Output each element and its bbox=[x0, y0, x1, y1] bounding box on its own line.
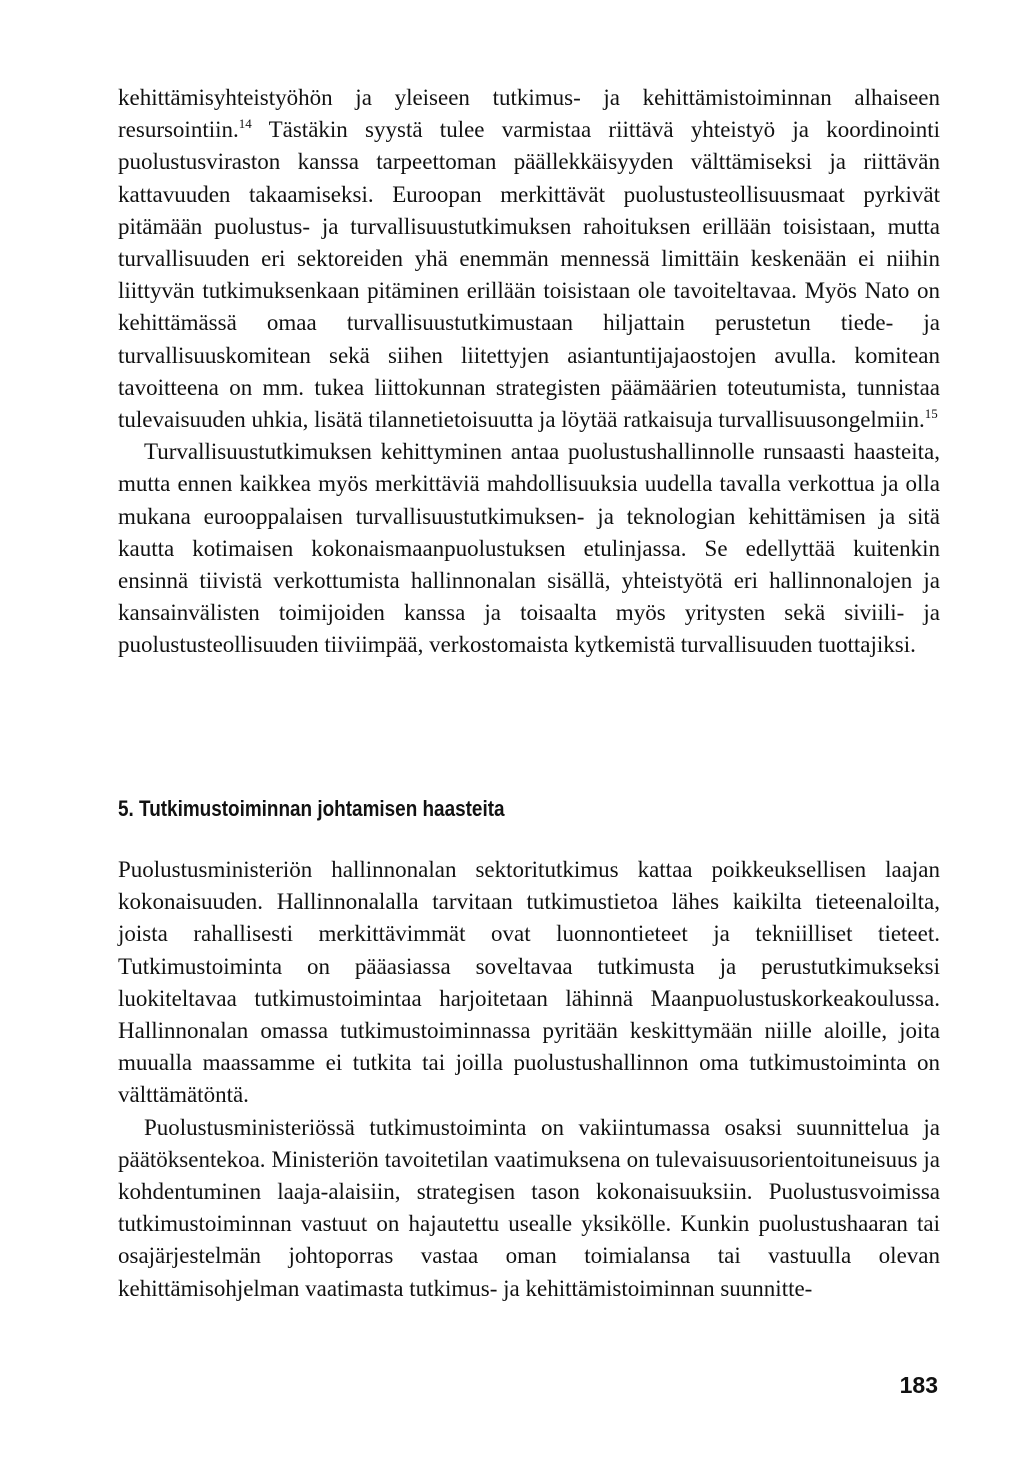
upper-text-block bbox=[118, 82, 940, 662]
body-paragraph: Puolustusministeriön hallinnonalan sektoritutkimus kattaa poikkeuksellisen laajan kokonaisuuden. Hallinnonalalla tarvitaan tutkimustietoa lähes kaikilta tieteenaloilta, joista rahallisesti merkittävimmät ovat luonnontieteet ja tekniilliset tieteet. Tutkimustoiminta on pääasiassa soveltavaa tutkimusta ja perustutkimukseksi luokiteltavaa tutkimustoimintaa harjoitetaan lähinnä Maanpuolustuskorkeakoulussa. Hallinnonalan omassa tutkimustoiminnassa pyritään keskittymään niille aloille, joita muualla maassamme ei tutkita tai joilla puolustushallinnon oma tutkimustoiminta on välttämätöntä. bbox=[118, 857, 940, 1108]
page-number: 183 bbox=[899, 1372, 938, 1398]
paragraph-text: kehittämisyhteistyöhön ja yleiseen tutkimus- ja kehittämistoiminnan alhaiseen resursointiin. bbox=[118, 85, 940, 143]
body-paragraph bbox=[118, 82, 940, 436]
body-paragraph: Turvallisuustutkimuksen kehittyminen antaa puolustushallinnolle runsaasti haasteita, mutta ennen kaikkea myös merkittäviä mahdollisuuksia uudella tavalla verkottua ja olla mukana eurooppalaisen turvallisuustutkimuksen- ja teknologian kehittämisen ja sitä kautta kotimaisen kokonaismaanpuolustuksen etulinjassa. Se edellyttää kuitenkin ensinnä tiivistä verkottumista hallinnonalan sisällä, yhteistyötä eri hallinnonalojen ja kansainvälisten toimijoiden kanssa ja toisaalta myös yritysten sekä siviili- ja puolustusteollisuuden tiiviimpää, verkostomaista kytkemistä turvallisuuden tuottajiksi. bbox=[118, 439, 940, 658]
paragraph-text: Tästäkin syystä tulee varmistaa riittävä yhteistyö ja koordinointi puolustusviraston kanssa tarpeettoman päällekkäisyyden välttämiseksi ja riittävän kattavuuden takaamiseksi. Euroopan merkittävät puolustusteollisuusmaat pyrkivät pitämään puolustus- ja turvallisuustutkimuksen rahoituksen erillään toisistaan, mutta turvallisuuden eri sektoreiden yhä enemmän mennessä limittäin keskenään ei niihin liittyvän tutkimuksenkaan pitäminen erillään toisistaan ole tavoiteltavaa. Myös Nato on kehittämässä omaa turvallisuustutkimustaan hiljattain perustetun tiede- ja turvallisuuskomitean sekä siihen liitettyjen asiantuntijajaostojen avulla. komitean tavoitteena on mm. tukea liittokunnan strategisten päämäärien toteutumista, tunnistaa tulevaisuuden uhkia, lisätä tilannetietoisuutta ja löytää ratkaisuja turvallisuusongelmiin. bbox=[118, 117, 940, 433]
footnote-marker: 15 bbox=[924, 406, 938, 422]
body-paragraph: Puolustusministeriössä tutkimustoiminta on vakiintumassa osaksi suunnittelua ja päätöksentekoa. Ministeriön tavoitetilan vaatimuksena on tulevaisuusorientoituneisuus ja kohdentuminen laaja-alaisiin, strategisen tason kokonaisuuksiin. Puolustusvoimissa tutkimustoiminnan vastuut on hajautettu usealle yksikölle. Kunkin puolustushaaran tai osajärjestelmän johtoporras vastaa oman toimialansa tai vastuulla olevan kehittämisohjelman vaatimasta tutkimus- ja kehittämistoiminnan suunnitte- bbox=[118, 1114, 940, 1301]
lower-text-block bbox=[118, 854, 940, 1305]
section-heading: 5. Tutkimustoiminnan johtamisen haasteita bbox=[118, 796, 505, 821]
footnote-marker: 14 bbox=[238, 116, 252, 132]
